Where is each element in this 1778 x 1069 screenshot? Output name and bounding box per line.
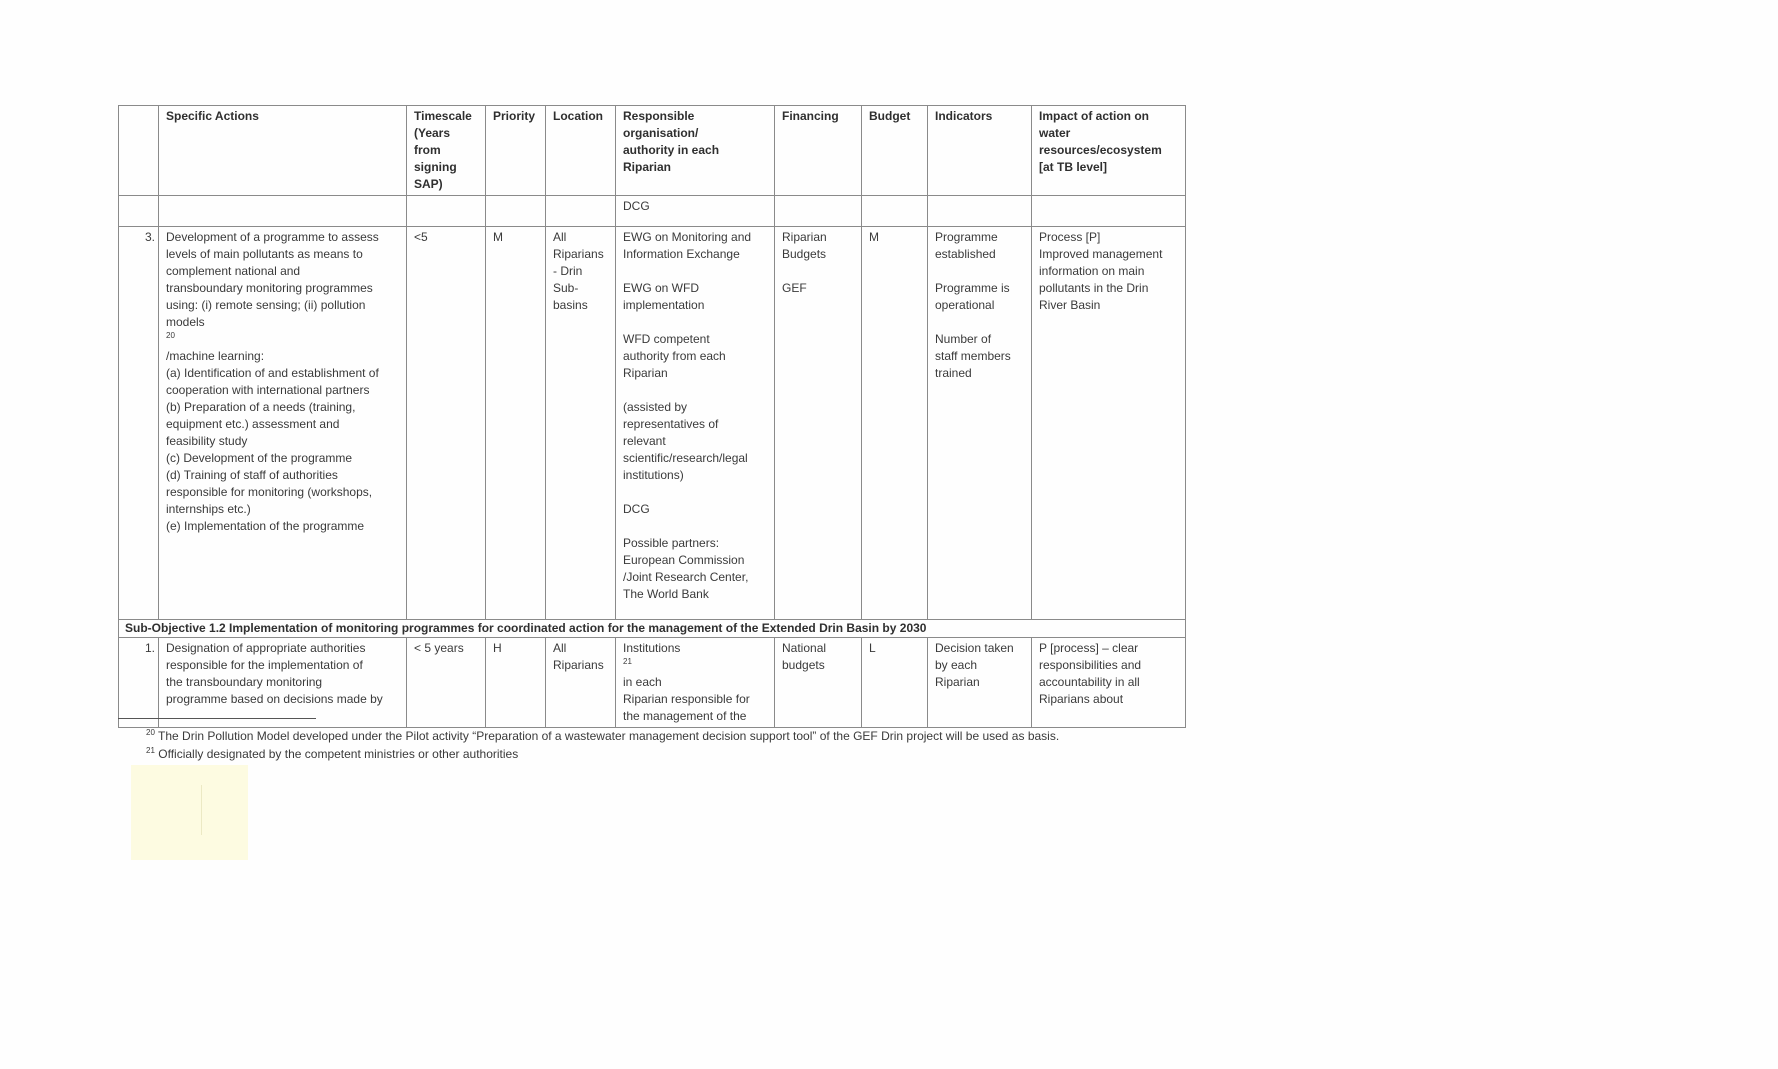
footnote-ref: 20 [166, 331, 175, 340]
row-number: 1. [119, 638, 159, 728]
specific-action-cell: Development of a programme to assess levels of main pollutants as means to complement national and transboundary monitoring programmes using: (i) remote sensing; (ii) pollution models $^{20}$ /machine learning: (a) Identification of and establishment of cooperation with international partners (b) Preparation of a needs (training, equipment etc.) assessment and feasibility study (c) Development of the programme (d) Training of staff of authorities responsible for monitoring (workshops, internships etc.) (e) Implementation of the programme [159, 227, 407, 620]
impact-cell: Process [P] Improved management information on main pollutants in the Drin River Basin [1032, 227, 1186, 620]
footnote-separator [118, 718, 316, 719]
header-financing: Financing [775, 106, 862, 196]
indicators-cell: Programme established Programme is operational Number of staff members trained [928, 227, 1032, 620]
footnote-ref: 21 [623, 657, 632, 666]
location-cell: All Riparians - Drin Sub- basins [546, 227, 616, 620]
impact-cell: P [process] – clear responsibilities and accountability in all Riparians about [1032, 638, 1186, 728]
header-budget: Budget [862, 106, 928, 196]
header-timescale: Timescale (Years from signing SAP) [407, 106, 486, 196]
footnotes [146, 727, 1059, 763]
responsible-cell: Institutions $^{21}$ in each Riparian responsible for the management of the [616, 638, 775, 728]
table-row [119, 638, 1186, 728]
header-responsible: Responsible organisation/ authority in each Riparian [616, 106, 775, 196]
sub-objective-row [119, 620, 1186, 638]
location-cell: All Riparians [546, 638, 616, 728]
action-plan-table [118, 105, 1186, 728]
budget-cell: M [862, 227, 928, 620]
row-number: 3. [119, 227, 159, 620]
budget-cell: L [862, 638, 928, 728]
header-location: Location [546, 106, 616, 196]
sticky-note [131, 765, 248, 860]
header-priority: Priority [486, 106, 546, 196]
sticky-note-fold [201, 785, 202, 835]
header-impact: Impact of action on water resources/ecosystem [at TB level] [1032, 106, 1186, 196]
footnote-21: $^{21}$ Officially designated by the competent ministries or other authorities [146, 746, 519, 761]
header-specific-actions: Specific Actions [159, 106, 407, 196]
financing-cell: National budgets [775, 638, 862, 728]
table-row [119, 196, 1186, 227]
header-indicators: Indicators [928, 106, 1032, 196]
timescale-cell: <5 [407, 227, 486, 620]
financing-cell: Riparian Budgets GEF [775, 227, 862, 620]
footnote-20: $^{20}$ The Drin Pollution Model developed under the Pilot activity “Preparation of a wastewater management decision support tool” of the GEF Drin project will be used as basis. [146, 728, 1060, 743]
priority-cell: H [486, 638, 546, 728]
responsible-cell: EWG on Monitoring and Information Exchange EWG on WFD implementation WFD competent authority from each Riparian (assisted by representatives of relevant scientific/research/legal institutions) DCG Possible partners: European Commission /Joint Research Center, The World Bank [616, 227, 775, 620]
header-number [119, 106, 159, 196]
header-row [119, 106, 1186, 196]
timescale-cell: < 5 years [407, 638, 486, 728]
table-row [119, 227, 1186, 620]
dcg-cell: DCG [616, 196, 775, 227]
indicators-cell: Decision taken by each Riparian [928, 638, 1032, 728]
priority-cell: M [486, 227, 546, 620]
sub-objective-heading: Sub-Objective 1.2 Implementation of monitoring programmes for coordinated action for the management of the Extended Drin Basin by 2030 [119, 620, 1186, 638]
specific-action-cell: Designation of appropriate authorities responsible for the implementation of the transboundary monitoring programme based on decisions made by [159, 638, 407, 728]
